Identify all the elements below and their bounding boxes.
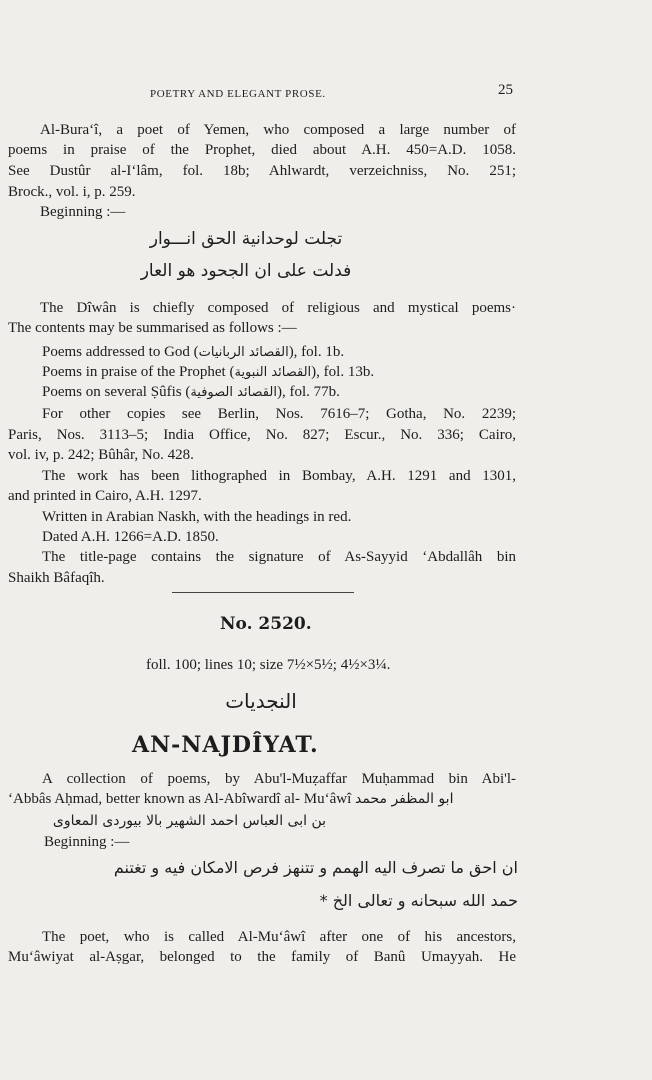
page-number: 25 bbox=[498, 82, 513, 98]
section-text: Poems in praise of the Prophet ( bbox=[42, 364, 235, 380]
body-line: and printed in Cairo, A.H. 1297. bbox=[8, 488, 202, 504]
body-line: Brock., vol. i, p. 259. bbox=[8, 184, 136, 200]
section-text: Poems addressed to God ( bbox=[42, 344, 199, 360]
body-line: The poet, who is called Al-Mu‘âwî after one of his ancestors, bbox=[42, 929, 516, 945]
body-line: The title-page contains the signature of As-Sayyid ‘Abdallâh bin bbox=[42, 549, 516, 565]
arabic-verse: فدلت على ان الجحود هو العار bbox=[140, 261, 352, 281]
arabic-incipit: ان احق ما تصرف اليه الهمم و تتنهز فرص الامكان فيه و تغتنم bbox=[113, 858, 518, 877]
section-entry bbox=[42, 383, 340, 402]
arabic-author: بن ابى العباس احمد الشهير بالا بيوردى المعاوى bbox=[52, 813, 326, 829]
collation-line: foll. 100; lines 10; size 7½×5½; 4½×3¼. bbox=[146, 657, 391, 673]
section-folio: ), fol. 1b. bbox=[288, 344, 345, 360]
entry-number: No. 2520. bbox=[220, 614, 312, 634]
entry-title: AN-NAJDÎYAT. bbox=[132, 732, 319, 758]
section-arabic: القصائد الصوفية bbox=[190, 385, 277, 400]
body-text: ‘Abbâs Aḥmad, better known as Al-Abîwardî al- Mu‘âwî bbox=[8, 791, 352, 807]
body-line: Written in Arabian Naskh, with the headings in red. bbox=[42, 509, 352, 525]
section-folio: ), fol. 13b. bbox=[311, 364, 375, 380]
body-line: See Dustûr al-I‘lâm, fol. 18b; Ahlwardt, verzeichniss, No. 251; bbox=[8, 163, 516, 179]
arabic-title: النجديات bbox=[225, 689, 297, 713]
body-line bbox=[8, 790, 453, 808]
section-arabic: القصائد النبوية bbox=[234, 365, 312, 380]
section-text: Poems on several Ṣûfis ( bbox=[42, 384, 191, 400]
body-line: The work has been lithographed in Bombay, A.H. 1291 and 1301, bbox=[42, 468, 516, 484]
beginning-label: Beginning :— bbox=[40, 204, 126, 220]
section-entry bbox=[42, 343, 344, 362]
running-title: POETRY AND ELEGANT PROSE. bbox=[150, 88, 326, 100]
body-line: Al-Bura‘î, a poet of Yemen, who composed a large number of bbox=[40, 122, 516, 138]
arabic-incipit: حمد الله سبحانه و تعالى الخ * bbox=[319, 891, 518, 910]
beginning-label: Beginning :— bbox=[44, 834, 130, 850]
arabic-author: ابو المظفر محمد bbox=[355, 791, 454, 807]
body-line: A collection of poems, by Abu'l-Muẓaffar Muḥammad bin Abi'l- bbox=[42, 771, 516, 787]
arabic-verse: تجلت لوحدانية الحق انـــوار bbox=[149, 229, 343, 249]
section-arabic: القصائد الربانيات bbox=[198, 345, 289, 360]
body-line: The Dîwân is chiefly composed of religious and mystical poems· bbox=[40, 300, 516, 316]
section-folio: ), fol. 77b. bbox=[276, 384, 340, 400]
body-line: Paris, Nos. 3113–5; India Office, No. 827; Escur., No. 336; Cairo, bbox=[8, 427, 516, 443]
body-line: Mu‘âwiyat al-Aṣgar, belonged to the family of Banû Umayyah. He bbox=[8, 949, 516, 965]
body-line: Dated A.H. 1266=A.D. 1850. bbox=[42, 529, 219, 545]
body-line: The contents may be summarised as follows :— bbox=[8, 320, 297, 336]
body-line: vol. iv, p. 242; Bûhâr, No. 428. bbox=[8, 447, 194, 463]
section-divider bbox=[172, 592, 354, 593]
body-line: For other copies see Berlin, Nos. 7616–7; Gotha, No. 2239; bbox=[42, 406, 516, 422]
body-line: Shaikh Bâfaqîh. bbox=[8, 570, 105, 586]
body-line: poems in praise of the Prophet, died about A.H. 450=A.D. 1058. bbox=[8, 142, 516, 158]
section-entry bbox=[42, 363, 374, 382]
